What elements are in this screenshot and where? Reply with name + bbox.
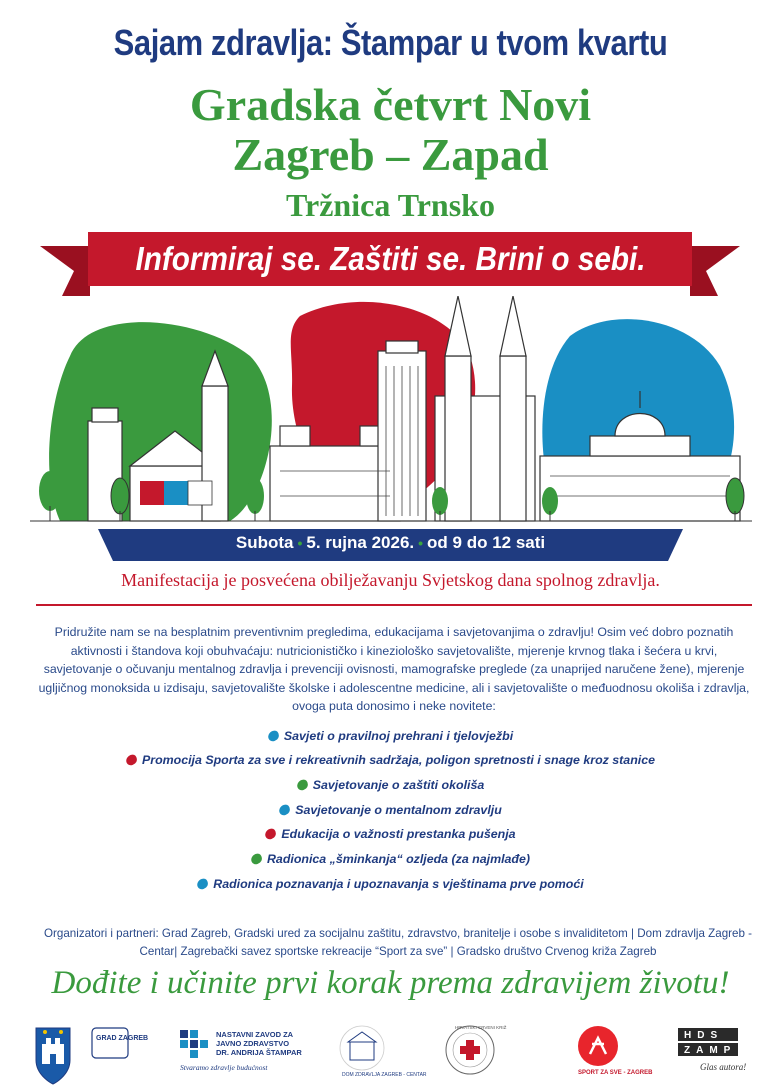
svg-text:Stvaramo zdravlje budućnost: Stvaramo zdravlje budućnost — [180, 1063, 268, 1072]
partners-text: Organizatori i partneri: Grad Zagreb, Gradski ured za socijalnu zaštitu, zdravstvo, branitelje i osobe s invaliditetom | Dom zdravlja Zagreb - Centar| Zagrebački savez sportske rekreacije “Sport za sve” | Gradsko društvo Crvenog križa Zagreb — [44, 927, 752, 958]
svg-text:Glas autora!: Glas autora! — [700, 1062, 747, 1072]
divider — [36, 604, 752, 606]
svg-text:DOM ZDRAVLJA ZAGREB - CENTAR: DOM ZDRAVLJA ZAGREB - CENTAR — [342, 1072, 427, 1078]
date-day: Subota — [235, 533, 294, 552]
date-date: 5. rujna 2026. — [306, 533, 415, 552]
separator-dot-icon: • — [297, 535, 303, 551]
svg-text:HRVATSKI CRVENI KRIŽ: HRVATSKI CRVENI KRIŽ — [455, 1025, 507, 1030]
green-blob-icon — [295, 778, 309, 791]
nzjz-logo-icon — [180, 1030, 208, 1058]
location-line2: Zagreb – Zapad — [232, 129, 549, 180]
svg-text:HDS: HDS — [684, 1030, 724, 1041]
location-line1: Gradska četvrt Novi — [189, 79, 592, 130]
date-text — [98, 533, 683, 553]
svg-text:NASTAVNI ZAVOD ZA: NASTAVNI ZAVOD ZA — [216, 1030, 294, 1039]
red-cross-logo-icon — [446, 1026, 494, 1074]
call-to-action: Dođite i učinite prvi korak prema zdravijem životu! — [51, 965, 730, 1001]
svg-text:JAVNO ZDRAVSTVO: JAVNO ZDRAVSTVO — [216, 1039, 290, 1048]
feature-item: Radionica „šminkanja“ ozljeda (za najmlađe) — [0, 852, 781, 866]
feature-item: Radionica poznavanja i upoznavanja s vještinama prve pomoći — [0, 877, 781, 891]
skyline-illustration — [30, 296, 752, 536]
red-blob-icon — [125, 753, 139, 766]
svg-text:DR. ANDRIJA ŠTAMPAR: DR. ANDRIJA ŠTAMPAR — [216, 1048, 302, 1057]
green-blob-icon — [250, 852, 264, 865]
feature-item: Savjetovanje o zaštiti okoliša — [0, 778, 781, 792]
intro-paragraph: Pridružite nam se na besplatnim preventivnim pregledima, edukacijama i savjetovanjima o zdravlju! Osim već dobro poznatih aktivnosti i štandova koji obuhvaćaju: nutricionističko i kineziološko savjetovalište, mjerenje krvnog tlaka i šećera u krvi, savjetovanje o očuvanju mentalnog zdravlja i prevenciji ovisnosti, mamografske preglede (za unaprijed naručene žene), mjerenje ugljičnog monoksida u izdisaju, savjetovalište školske i adolescentne medicine, ali i savjetovalište o međuodnosu okoliša i zdravlja, ovoga puta donosimo i neke novitete: — [38, 625, 750, 713]
page-title: Sajam zdravlja: Štampar u tvom kvartu — [113, 22, 668, 63]
blue-blob-icon — [266, 729, 280, 742]
blue-blob-icon — [196, 877, 210, 890]
dom-zdravlja-logo-icon — [340, 1026, 384, 1070]
grad-zagreb-label: GRAD ZAGREB — [96, 1035, 149, 1042]
subtitle: Manifestacija je posvećena obilježavanju Svjetskog dana spolnog zdravlja. — [121, 570, 660, 590]
feature-item: Promocija Sporta za sve i rekreativnih sadržaja, poligon spretnosti i snage kroz stanice — [0, 753, 781, 767]
partner-logos — [0, 1020, 781, 1086]
venue: Tržnica Trnsko — [286, 187, 495, 223]
feature-item: Savjetovanje o mentalnom zdravlju — [0, 803, 781, 817]
slogan-text: Informiraj se. Zaštiti se. Brini o sebi. — [135, 240, 646, 277]
blue-blob-icon — [278, 803, 292, 816]
separator-dot-icon: • — [418, 535, 424, 551]
sport-za-sve-logo-icon — [578, 1026, 618, 1066]
feature-item: Savjeti o pravilnoj prehrani i tjelovježbi — [0, 729, 781, 743]
svg-text:ZAMP: ZAMP — [684, 1045, 737, 1056]
zagreb-coat-of-arms-icon — [36, 1028, 70, 1084]
feature-item: Edukacija o važnosti prestanka pušenja — [0, 827, 781, 841]
date-time: od 9 do 12 sati — [427, 533, 546, 552]
svg-text:SPORT ZA SVE - ZAGREB: SPORT ZA SVE - ZAGREB — [578, 1070, 653, 1076]
red-blob-icon — [264, 827, 278, 840]
